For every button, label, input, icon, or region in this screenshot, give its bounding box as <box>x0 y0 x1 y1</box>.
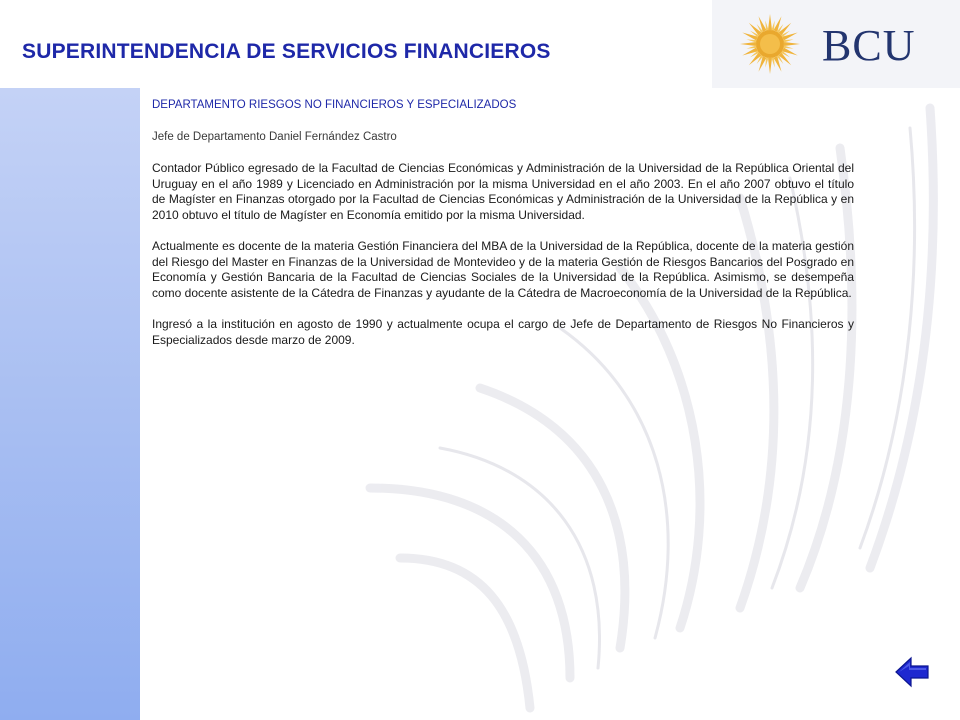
left-sidebar <box>0 88 140 720</box>
sun-icon <box>712 0 960 88</box>
bio-paragraph-3: Ingresó a la institución en agosto de 1990 y actualmente ocupa el cargo de Jefe de Departamento de Riesgos No Financieros y Especializados desde marzo de 2009. <box>152 317 854 347</box>
department-heading: DEPARTAMENTO RIESGOS NO FINANCIEROS Y ESPECIALIZADOS <box>152 99 517 111</box>
back-button[interactable] <box>893 655 931 689</box>
bio-paragraph-2: Actualmente es docente de la materia Gestión Financiera del MBA de la Universidad de la República, docente de la materia gestión del Riesgo del Master en Finanzas de la Universidad de Montevideo y de la materia Gestión de Riesgos Bancarios del Posgrado en Economía y Gestión Bancaria de la Facultad de Ciencias Sociales de la Universidad de la República. Asimismo, se desempeña como docente asistente de la Cátedra de Finanzas y ayudante de la Cátedra de Macroeconomía de la Universidad de la República. <box>152 239 854 300</box>
bio-paragraph-1: Contador Público egresado de la Facultad de Ciencias Económicas y Administración de la Universidad de la República Oriental del Uruguay en el año 1989 y Licenciado en Administración por la misma Universidad en el año 2003. En el año 2007 obtuvo el título de Magíster en Finanzas otorgado por la Facultad de Ciencias Económicas y Administración de la Universidad de la República y en 2010 obtuvo el título de Magíster en Economía emitido por la misma Universidad. <box>152 161 854 222</box>
logo-text: BCU <box>822 21 916 70</box>
bcu-logo <box>712 0 960 88</box>
page-title: SUPERINTENDENCIA DE SERVICIOS FINANCIEROS <box>22 40 551 63</box>
back-arrow-icon <box>893 655 931 689</box>
department-chief: Jefe de Departamento Daniel Fernández Castro <box>152 130 397 143</box>
content-area <box>152 98 854 364</box>
slide-header <box>0 0 960 88</box>
